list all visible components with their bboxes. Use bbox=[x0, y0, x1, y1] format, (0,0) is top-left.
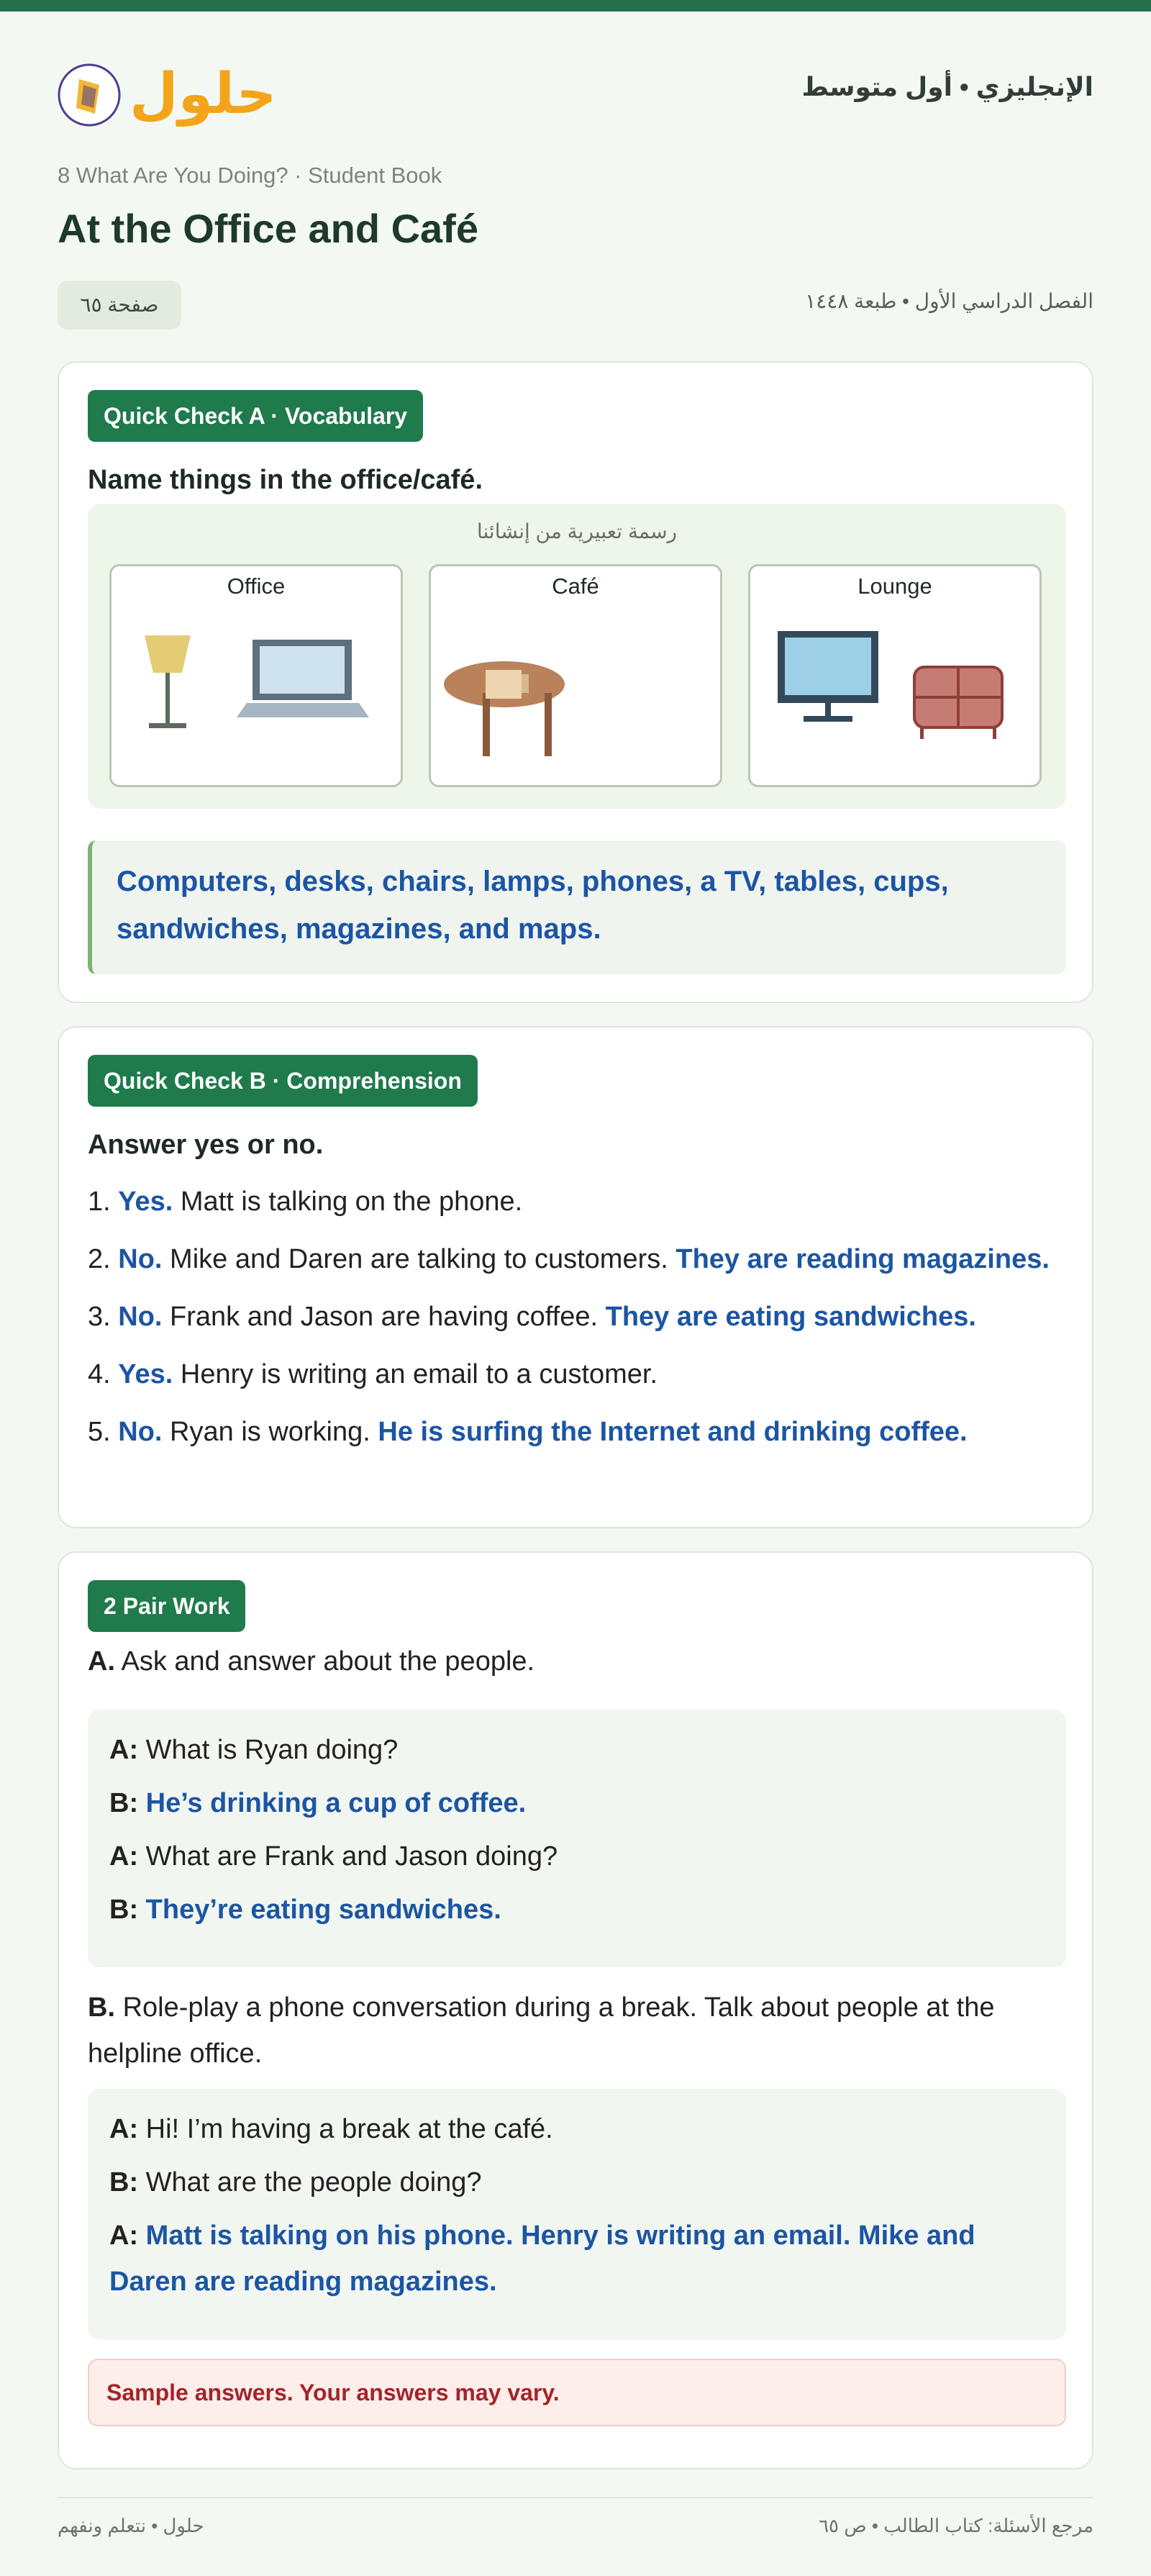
tv-icon bbox=[778, 631, 878, 722]
dialogue-line: A: What is Ryan doing? bbox=[109, 1735, 399, 1765]
panel-lounge bbox=[748, 564, 1042, 787]
sample-answer-note: Sample answers. Your answers may vary. bbox=[88, 2359, 1066, 2426]
vocabulary-illustration bbox=[88, 504, 1066, 809]
correction: He is surfing the Internet and drinking coffee. bbox=[378, 1417, 968, 1447]
question-item: 5. No. Ryan is working. He is surfing the Internet and drinking coffee. bbox=[88, 1417, 968, 1447]
quick-check-b-prompt: Answer yes or no. bbox=[88, 1130, 324, 1160]
top-accent-bar bbox=[0, 0, 1151, 12]
question-statement: Mike and Daren are talking to customers. bbox=[170, 1244, 668, 1274]
correction: They are reading magazines. bbox=[675, 1244, 1050, 1274]
dialogue-line: B: He’s drinking a cup of coffee. bbox=[109, 1788, 527, 1818]
question-statement: Ryan is working. bbox=[170, 1417, 370, 1447]
dialogue-line: A: What are Frank and Jason doing? bbox=[109, 1841, 558, 1872]
logo-text: حلول bbox=[129, 62, 273, 127]
lamp-icon bbox=[145, 635, 191, 728]
yes-no-answer: No. bbox=[118, 1244, 163, 1274]
vocabulary-answer: Computers, desks, chairs, lamps, phones, a TV, tables, cups, sandwiches, magazines, and maps. bbox=[88, 840, 1066, 974]
cabinet-icon bbox=[914, 667, 1002, 739]
header bbox=[58, 45, 1093, 131]
term-label: الفصل الدراسي الأول • طبعة ١٤٤٨ bbox=[805, 290, 1093, 312]
dialogue-line: B: They’re eating sandwiches. bbox=[109, 1895, 501, 1925]
panel-label: Lounge bbox=[857, 573, 932, 599]
cafe-table-icon bbox=[444, 661, 565, 756]
dialogue-b bbox=[88, 2089, 1066, 2339]
footer-divider bbox=[58, 2497, 1093, 2498]
quick-check-a-tag: Quick Check A · Vocabulary bbox=[88, 390, 423, 442]
dialogue-line: B: What are the people doing? bbox=[109, 2167, 482, 2198]
question-item: 3. No. Frank and Jason are having coffee. They are eating sandwiches. bbox=[88, 1302, 976, 1332]
pair-work-tag: 2 Pair Work bbox=[88, 1580, 245, 1632]
subject-title: الإنجليزي • أول متوسط bbox=[801, 72, 1093, 101]
question-item: 1. Yes. Matt is talking on the phone. bbox=[88, 1187, 523, 1217]
yes-no-answer: Yes. bbox=[118, 1359, 173, 1389]
yes-no-answer: Yes. bbox=[118, 1187, 173, 1217]
quick-check-a-prompt: Name things in the office/café. bbox=[88, 465, 483, 495]
logo[interactable] bbox=[58, 45, 273, 131]
quick-check-b-card bbox=[58, 1026, 1093, 1528]
footer-reference: مرجع الأسئلة: كتاب الطالب • ص ٦٥ bbox=[819, 2515, 1093, 2536]
breadcrumb[interactable]: 8 What Are You Doing? · Student Book bbox=[58, 163, 442, 188]
dialogue-line: A: Matt is talking on his phone. Henry is writing an email. Mike and Daren are reading magazines. bbox=[109, 2221, 975, 2297]
quick-check-b-tag: Quick Check B · Comprehension bbox=[88, 1055, 478, 1107]
question-item: 4. Yes. Henry is writing an email to a customer. bbox=[88, 1359, 658, 1389]
quick-check-a-card bbox=[58, 361, 1093, 1003]
panel-label: Office bbox=[227, 573, 286, 599]
yes-no-answer: No. bbox=[118, 1302, 163, 1332]
question-statement: Henry is writing an email to a customer. bbox=[180, 1359, 658, 1389]
panel-cafe bbox=[429, 564, 722, 787]
question-statement: Matt is talking on the phone. bbox=[180, 1187, 523, 1217]
illustration-caption: رسمة تعبيرية من إنشائنا bbox=[476, 520, 678, 543]
yes-no-answer: No. bbox=[118, 1417, 163, 1447]
question-statement: Frank and Jason are having coffee. bbox=[170, 1302, 599, 1332]
question-item: 2. No. Mike and Daren are talking to customers. They are reading magazines. bbox=[88, 1244, 1050, 1274]
panel-label: Café bbox=[552, 573, 599, 599]
page-title: At the Office and Café bbox=[58, 206, 478, 251]
page-number-badge: صفحة ٦٥ bbox=[58, 281, 181, 330]
dialogue-line: A: Hi! I’m having a break at the café. bbox=[109, 2114, 553, 2144]
part-b-instruction: B. Role-play a phone conversation during a break. Talk about people at the helpline office. bbox=[88, 1992, 995, 2069]
pair-work-card bbox=[58, 1551, 1093, 2470]
footer-tagline: حلول • نتعلم ونفهم bbox=[58, 2515, 204, 2536]
dialogue-a bbox=[88, 1710, 1066, 1967]
hulul-logo-icon bbox=[58, 45, 273, 131]
laptop-icon bbox=[237, 640, 369, 717]
correction: They are eating sandwiches. bbox=[605, 1302, 976, 1332]
part-a-instruction: A. Ask and answer about the people. bbox=[88, 1646, 535, 1677]
question-list bbox=[88, 1179, 1073, 1466]
panel-office bbox=[109, 564, 403, 787]
